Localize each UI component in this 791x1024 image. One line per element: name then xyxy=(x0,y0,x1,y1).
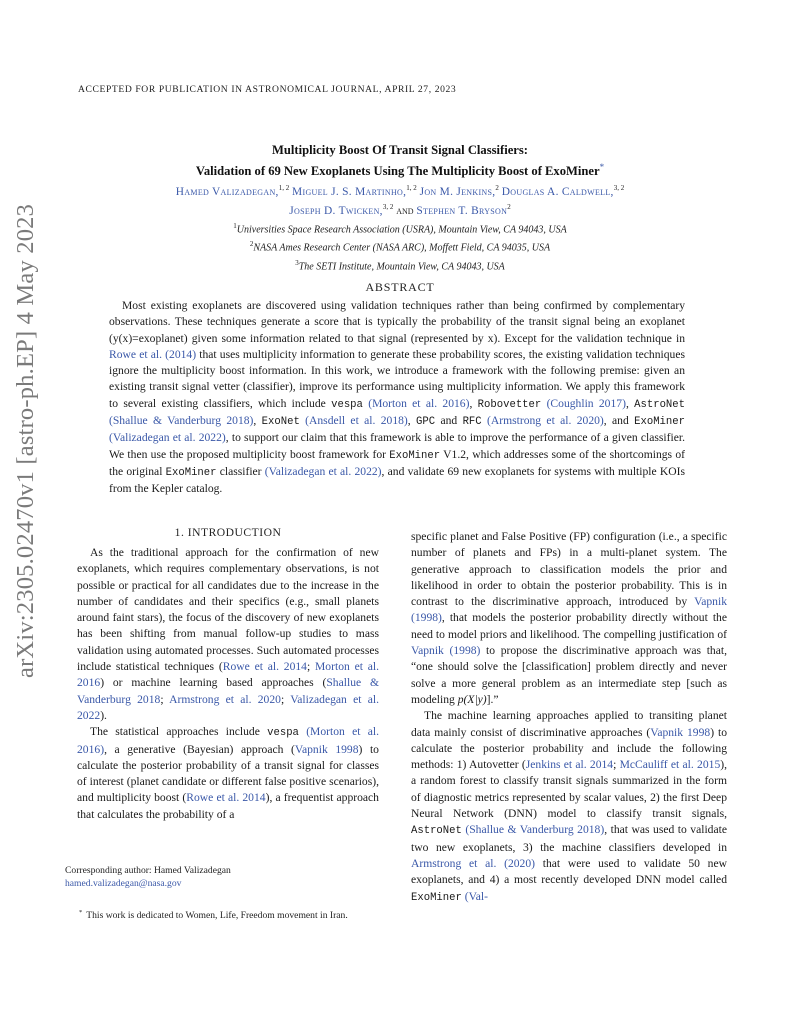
abstract-heading: ABSTRACT xyxy=(365,280,435,294)
title-footnote-mark[interactable]: * xyxy=(599,161,605,172)
body-text: , a generative (Bayesian) approach ( xyxy=(104,742,295,756)
author-name[interactable]: Miguel J. S. Martinho, xyxy=(292,185,407,198)
code-term: ExoMiner xyxy=(165,466,217,479)
code-term: Robovetter xyxy=(477,398,542,411)
body-text: , that was used to validate two new exoplanets, 3) the machine classifiers developed in xyxy=(411,823,727,854)
author-and: and xyxy=(396,205,414,218)
body-text: ). xyxy=(100,708,107,722)
body-text: specific planet and False Positive (FP) configuration (i.e., a specific number of planets and FPs) in a multi-planet system. The generative approach to classification models the prior and likelihood in order to obtain the posterior probability. This is in contrast to the discriminative approach, introduced by xyxy=(411,530,727,609)
author-name[interactable]: Jon M. Jenkins, xyxy=(419,185,496,198)
body-text: ) to calculate the posterior probability and include the following methods: 1) Autovetter ( xyxy=(411,725,728,772)
citation-link[interactable]: McCauliff et al. 2015 xyxy=(619,758,721,772)
citation-link[interactable]: Vapnik (1998) xyxy=(411,595,727,625)
author-affil-sup: 1, 2 xyxy=(278,184,290,192)
author-affil-sup: 3, 2 xyxy=(613,184,625,192)
affiliation-number: 3 xyxy=(295,258,299,267)
affiliation-item xyxy=(90,219,710,237)
citation-link[interactable]: Armstrong et al. 2020 xyxy=(169,692,281,706)
footnote-text: This work is dedicated to Women, Life, Freedom movement in Iran. xyxy=(86,910,348,922)
citation-link[interactable]: (Morton et al. 2016) xyxy=(368,396,470,410)
citation-link[interactable]: (Morton et al. 2016) xyxy=(77,725,379,756)
body-text: The statistical approaches include xyxy=(90,725,268,739)
citation-link[interactable]: (Shallue & Vanderburg 2018) xyxy=(465,823,605,837)
code-term: ExoMiner xyxy=(634,416,685,429)
citation-link[interactable]: (Coughlin 2017) xyxy=(546,396,626,410)
body-paragraph xyxy=(411,529,727,708)
code-term: vespa xyxy=(331,398,363,411)
math-expression: p(X|y) xyxy=(457,692,487,706)
running-head: ACCEPTED FOR PUBLICATION IN ASTRONOMICAL JOURNAL, APRIL 27, 2023 xyxy=(78,84,457,95)
citation-link[interactable]: (Armstrong et al. 2020) xyxy=(486,414,604,428)
citation-link[interactable]: Vapnik 1998 xyxy=(650,725,711,739)
citation-link[interactable]: Jenkins et al. 2014 xyxy=(525,758,614,772)
body-paragraph: The machine learning approaches applied to transiting planet data mainly consist of discriminative approaches (Vapnik 1998) to calculate the posterior probability and include the following methods: 1) Autovetter (Jenkins et al. 2014; McCauliff et al. 2015), a random forest to classify transit signals summarized in the form of diagnostic metrics represented by scalar values, 2) the first Deep Neural Network (DNN) model to classify transit signals, AstroNet (Shallue & Vanderburg 2018), that was used to validate two new exoplanets, 3) the machine classifiers developed in Armstrong et al. (2020) that were used to validate 50 new exoplanets, and 4) a most recently developed DNN model called ExoMiner (Val- xyxy=(411,709,728,904)
code-term: vespa xyxy=(267,727,299,740)
citation-link[interactable]: Armstrong et al. (2020) xyxy=(411,856,536,870)
author-name[interactable]: Hamed Valizadegan, xyxy=(175,185,279,198)
citation-link[interactable]: Valizadegan et al. 2022 xyxy=(77,692,379,722)
author-name[interactable]: Stephen T. Bryson xyxy=(416,205,508,218)
author-affil-sup: 2 xyxy=(507,203,511,212)
citation-link[interactable]: (Valizadegan et al. 2022) xyxy=(264,464,382,478)
author-list xyxy=(90,181,710,220)
code-term: ExoMiner xyxy=(411,891,462,904)
abstract-text: , and validate 69 new exoplanets for systems with multiple KOIs from the Kepler catalog. xyxy=(109,464,685,496)
email-link[interactable]: hamed.valizadegan@nasa.gov xyxy=(65,878,182,889)
left-column xyxy=(77,545,379,823)
corresponding-author: Corresponding author: Hamed Valizadegan xyxy=(65,865,231,876)
citation-link[interactable]: (Shallue & Vanderburg 2018) xyxy=(109,414,254,428)
body-text: to propose the discriminative approach was that, “one should solve the [classification] problem directly and never solve a more general problem as an intermediate step [such as modeling xyxy=(411,644,727,706)
affiliation-item xyxy=(90,237,710,255)
body-text: ) or machine learning based approaches ( xyxy=(100,676,327,690)
affiliation-text: NASA Ames Research Center (NASA ARC), Moffett Field, CA 94035, USA xyxy=(253,242,551,254)
code-term: AstroNet xyxy=(411,825,462,838)
author-affil-sup: 1, 2 xyxy=(406,184,417,192)
arxiv-identifier[interactable]: arXiv:2305.02470v1 [astro-ph.EP] 4 May 2023 xyxy=(12,203,39,678)
body-text: The machine learning approaches applied to transiting planet data mainly consist of discriminative approaches ( xyxy=(411,709,727,739)
affiliation-number: 2 xyxy=(249,240,254,249)
author-name[interactable]: Douglas A. Caldwell, xyxy=(501,185,614,198)
abstract-text: that uses multiplicity information to generate these probability scores, the existing validation techniques ignore the multiplicity boost information. In this work, we introduce a framework with the following premise: given an existing transit signal vetter (classifier), improve its performance using multiplicity information. We apply this framework to several existing classifiers, which include xyxy=(109,347,685,410)
abstract-text: V1.2, which addresses some of the shortcomings of the original xyxy=(109,447,685,478)
affiliation-number: 1 xyxy=(233,222,237,230)
code-term: ExoNet xyxy=(261,416,300,429)
citation-link[interactable]: Rowe et al. 2014 xyxy=(222,660,307,674)
footnote-mark: * xyxy=(79,909,83,916)
abstract-body xyxy=(109,298,685,498)
section-heading-introduction: 1. INTRODUCTION xyxy=(174,526,282,539)
affiliation-text: Universities Space Research Association (USRA), Mountain View, CA 94043, USA xyxy=(236,224,567,236)
title-line-1: Multiplicity Boost Of Transit Signal Classifiers: xyxy=(272,143,528,157)
body-text: As the traditional approach for the confirmation of new exoplanets, which requires complementary observations, is not possible or practical for all candidates due to the increase in the number of candidates and their specifics (e.g., small planets around faint stars), the focus of the discovery of new exoplanets has been shifting from manual follow-up studies to mass validation using automated processes. Such automated processes include statistical techniques ( xyxy=(77,546,379,674)
code-term: AstroNet xyxy=(634,398,685,411)
affiliation-text: The SETI Institute, Mountain View, CA 94043, USA xyxy=(298,260,505,272)
citation-link[interactable]: (Ansdell et al. 2018) xyxy=(305,414,408,428)
footnotes xyxy=(65,864,395,922)
body-text: , that models the posterior probability directly without the need to model priors and likelihood. The compelling justification of xyxy=(411,611,727,641)
abstract-text: , and xyxy=(603,414,635,428)
body-text: ), a frequentist approach that calculates the probability of a xyxy=(77,791,379,821)
right-column xyxy=(411,529,727,906)
citation-link[interactable]: (Valizadegan et al. 2022) xyxy=(109,431,226,445)
paper-title xyxy=(90,142,710,179)
citation-link[interactable]: (Val- xyxy=(464,889,488,903)
code-term: GPC xyxy=(416,416,436,429)
body-text: ].” xyxy=(486,692,499,706)
citation-link[interactable]: Shallue & Vanderburg 2018 xyxy=(77,676,379,706)
title-line-2: Validation of 69 New Exoplanets Using The Multiplicity Boost of ExoMiner xyxy=(195,163,600,178)
abstract-text: and xyxy=(435,414,463,428)
author-affil-sup: 2 xyxy=(495,184,499,192)
affiliation-item xyxy=(90,256,710,274)
abstract-text: Most existing exoplanets are discovered using validation techniques rather than being confirmed by complementary observations. These techniques generate a score that is typically the probability of the transit signal being an exoplanet (y(x)=exoplanet) given some information related to that signal (represented by x). Except for the validation technique in xyxy=(109,299,685,345)
citation-link[interactable]: Rowe et al. (2014) xyxy=(109,347,197,361)
author-affil-sup: 3, 2 xyxy=(382,203,394,212)
citation-link[interactable]: Morton et al. 2016 xyxy=(77,660,379,690)
dedication-footnote xyxy=(65,906,395,922)
body-text: that were used to validate 50 new exoplanets, and 4) a most recently developed DNN model called xyxy=(411,856,727,887)
body-text: ) to calculate the posterior probability of a transit signal for classes of interest (planet candidate or different false positive scenarios), and multiplicity boost ( xyxy=(77,742,379,805)
abstract-text: , to support our claim that this framework is able to improve the performance of a given classifier. We then use the proposed multiplicity boost framework for xyxy=(109,431,685,461)
citation-link[interactable]: Vapnik (1998) xyxy=(411,644,481,658)
body-paragraph: As the traditional approach for the confirmation of new exoplanets, which requires complementary observations, is not possible or practical for all candidates due to the increase in the number of candidates and their specifics (e.g., small planets around faint stars), the focus of the discovery of new exoplanets has been shifting from manual follow-up studies to mass validation using automated processes. Such automated processes include statistical techniques (Rowe et al. 2014; Morton et al. 2016) or machine learning based approaches (Shallue & Vanderburg 2018; Armstrong et al. 2020; Valizadegan et al. 2022). xyxy=(77,546,379,722)
author-name[interactable]: Joseph D. Twicken, xyxy=(289,205,383,218)
code-term: ExoMiner xyxy=(389,449,441,462)
abstract-text: classifier xyxy=(216,464,265,478)
code-term: RFC xyxy=(462,416,482,429)
citation-link[interactable]: Rowe et al. 2014 xyxy=(186,791,266,805)
body-paragraph xyxy=(77,724,379,823)
citation-link[interactable]: Vapnik 1998 xyxy=(294,742,359,756)
affiliation-list xyxy=(90,219,710,274)
body-text: ), a random forest to classify transit signals summarized in the form of diagnostic metrics represented by scalar values, 2) the first Deep Neural Network (DNN) model to classify transit signals, xyxy=(411,758,728,821)
abstract-paragraph: Most existing exoplanets are discovered using validation techniques rather than being confirmed by complementary observations. These techniques generate a score that is typically the probability of the transit signal being an exoplanet (y(x)=exoplanet) given some information related to that signal (represented by x). Except for the validation technique in Rowe et al. (2014) that uses multiplicity information to generate these probability scores, the existing validation techniques ignore the multiplicity boost information. In this work, we introduce a framework with the following premise: given an existing transit signal vetter (classifier), improve its performance using multiplicity information. We apply this framework to several existing classifiers, which include vespa (Morton et al. 2016), Robovetter (Coughlin 2017), AstroNet (Shallue & Vanderburg 2018), ExoNet (Ansdell et al. 2018), GPC and RFC (Armstrong et al. 2020), and ExoMiner (Valizadegan et al. 2022), to support our claim that this framework is able to improve the performance of a given classifier. We then use the proposed multiplicity boost framework for ExoMiner V1.2, which addresses some of the shortcomings of the original ExoMiner classifier (Valizadegan et al. 2022), and validate 69 new exoplanets for systems with multiple KOIs from the Kepler catalog. xyxy=(109,299,685,496)
